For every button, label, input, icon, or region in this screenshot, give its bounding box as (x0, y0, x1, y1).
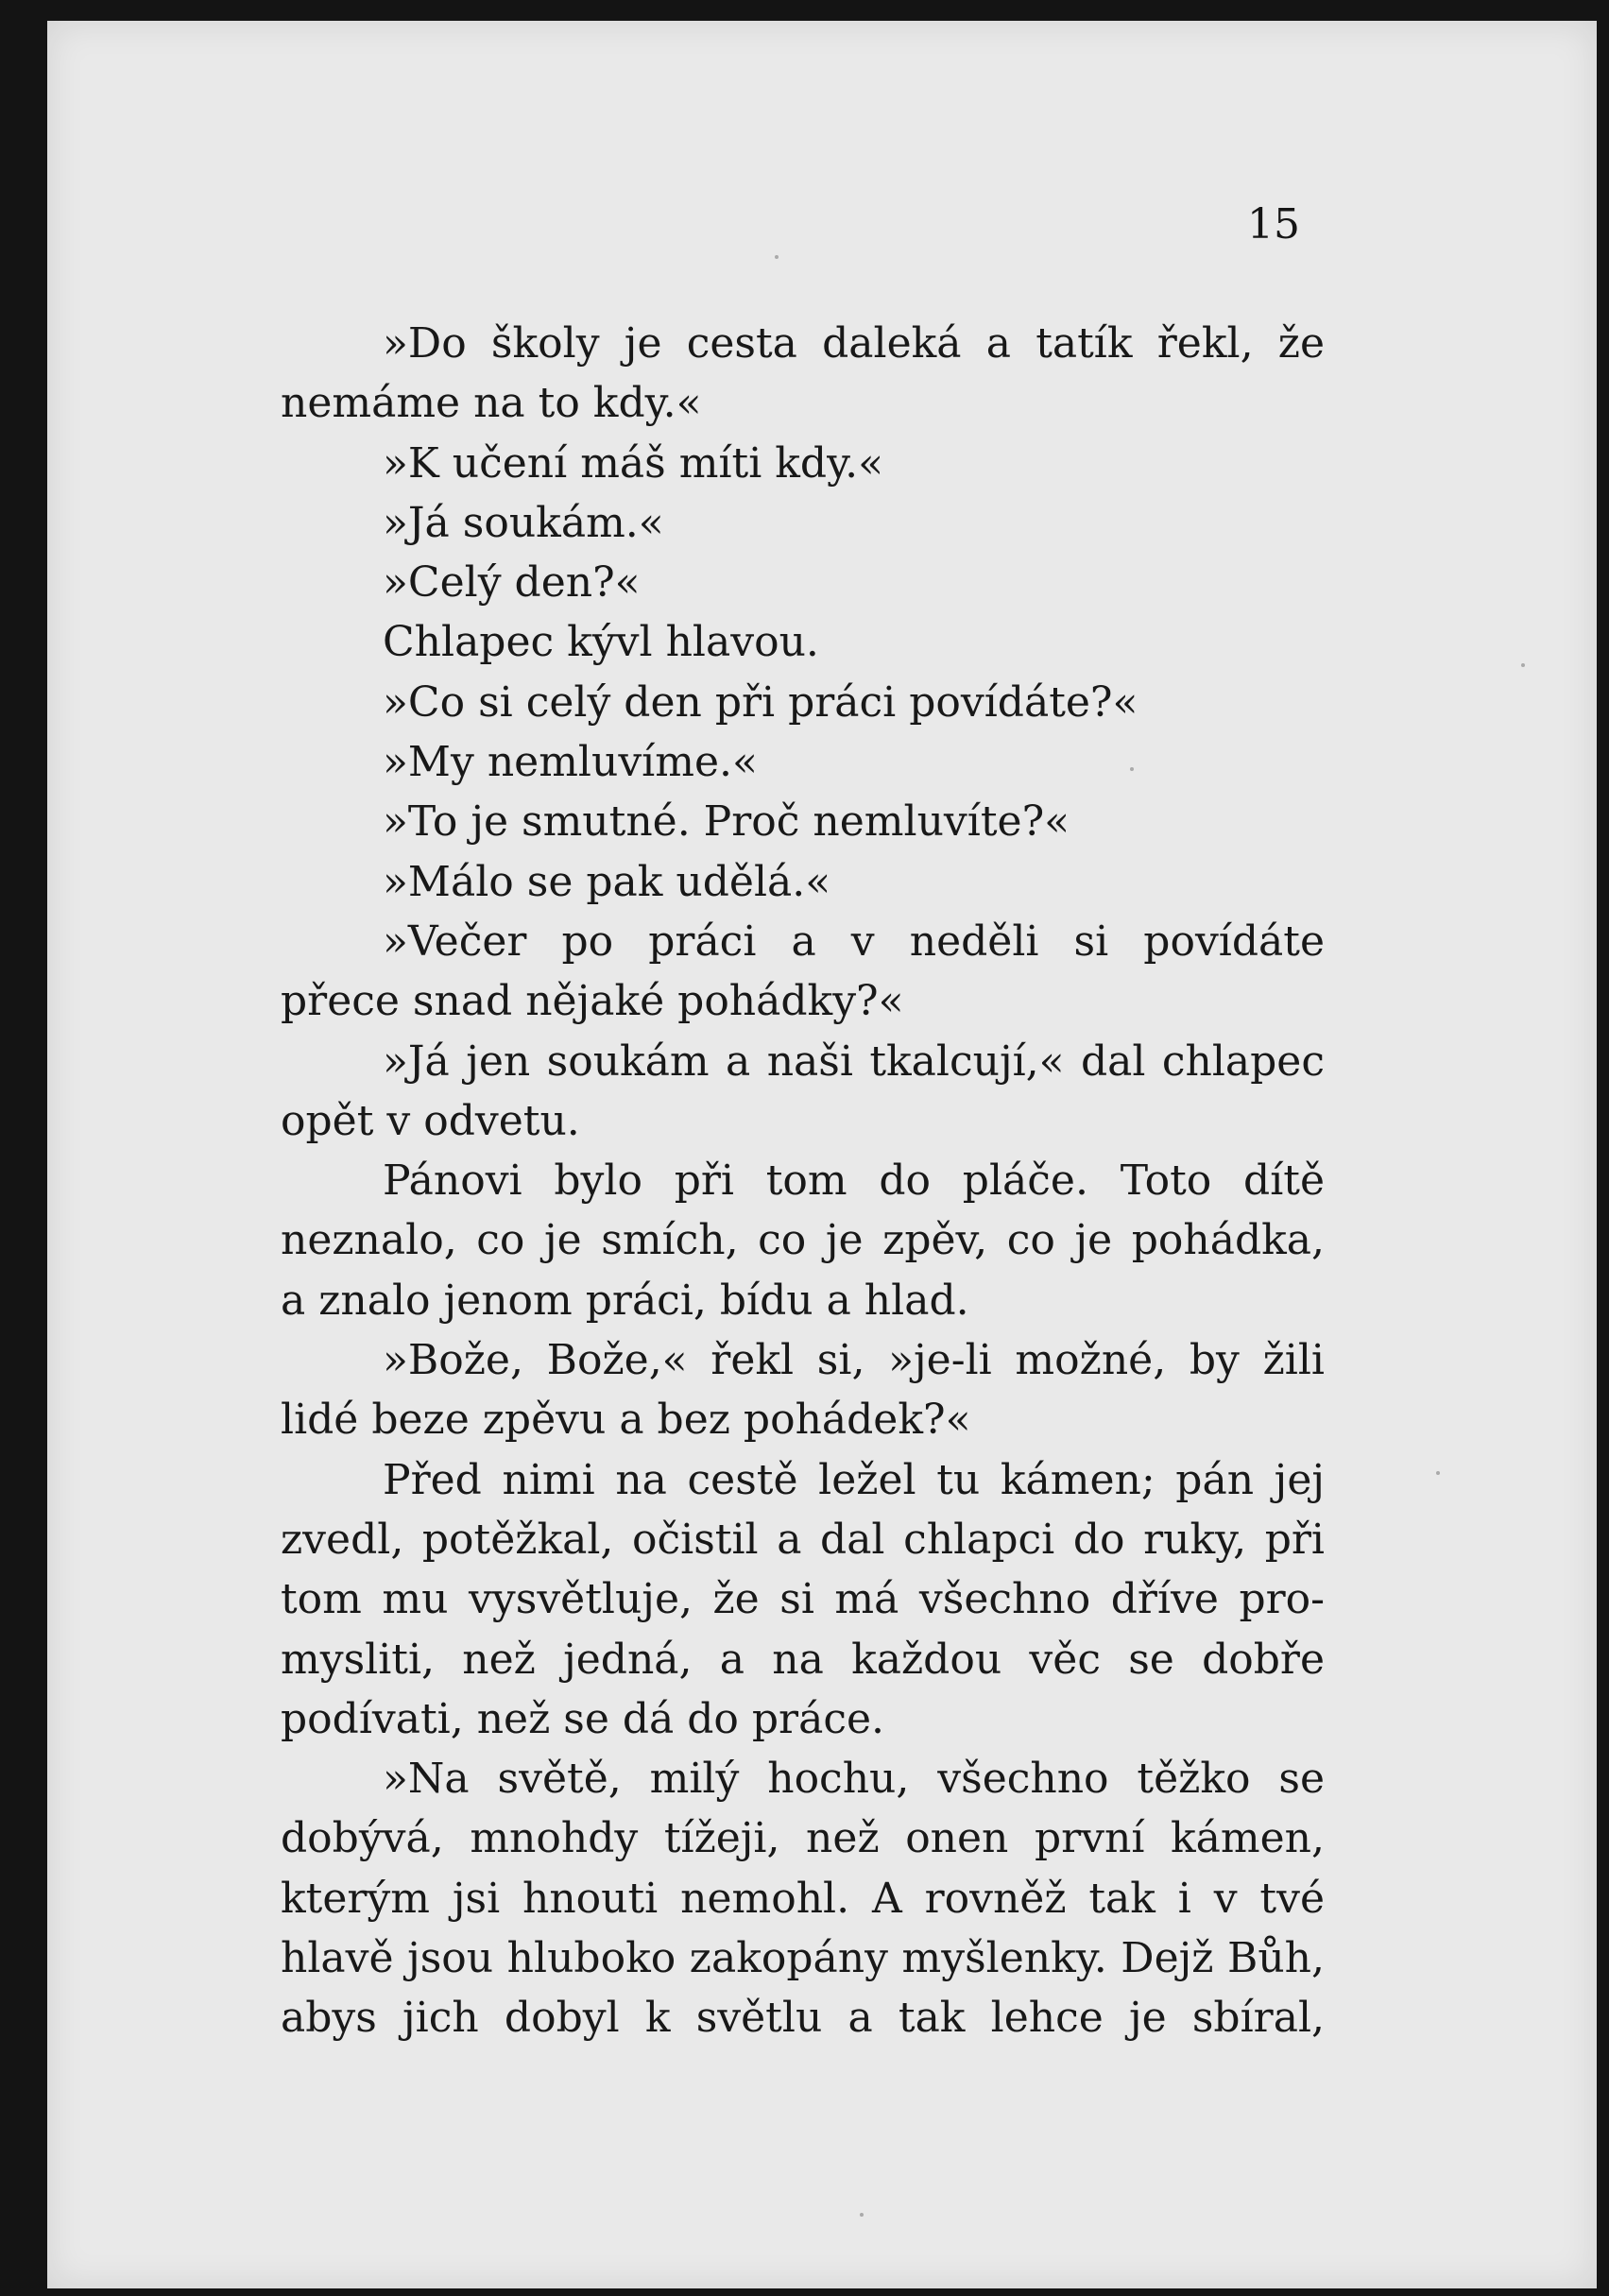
text-line: neznalo, co je smích, co je zpěv, co je pohádka, (281, 1216, 1325, 1265)
text-line: tom mu vysvětluje, že si má všechno dříve pro- (281, 1575, 1325, 1624)
text-line: abys jich dobyl k světlu a tak lehce je sbíral, (281, 1994, 1325, 2043)
paper-speck (1436, 1471, 1440, 1475)
text-line: »To je smutné. Proč nemluvíte?« (383, 797, 1070, 847)
text-line: »K učení máš míti kdy.« (383, 438, 883, 488)
paper-speck (775, 255, 779, 259)
paper-speck (860, 2213, 864, 2217)
text-line: zvedl, potěžkal, očistil a dal chlapci do ruky, při (281, 1515, 1325, 1564)
text-line: »Já jen soukám a naši tkalcují,« dal chlapec (383, 1037, 1325, 1086)
text-line: hlavě jsou hluboko zakopány myšlenky. Dejž Bůh, (281, 1934, 1325, 1983)
body-text (281, 314, 1325, 2048)
page-number: 15 (1247, 200, 1300, 248)
text-line: opět v odvetu. (281, 1096, 580, 1145)
text-line: »Večer po práci a v neděli si povídáte (383, 917, 1325, 966)
text-line: »Já soukám.« (383, 498, 664, 547)
text-line: nemáme na to kdy.« (281, 379, 702, 428)
text-line: »Co si celý den při práci povídáte?« (383, 677, 1138, 727)
text-line: a znalo jenom práci, bídu a hlad. (281, 1276, 969, 1325)
text-line: Chlapec kývl hlavou. (383, 618, 819, 667)
text-line: »Do školy je cesta daleká a tatík řekl, že (383, 319, 1325, 368)
text-line: »Málo se pak udělá.« (383, 857, 831, 906)
text-line: podívati, než se dá do práce. (281, 1694, 884, 1743)
text-line: přece snad nějaké pohádky?« (281, 977, 904, 1026)
text-line: »Celý den?« (383, 558, 641, 608)
text-line: mysliti, než jedná, a na každou věc se dobře (281, 1635, 1325, 1684)
text-line: Před nimi na cestě ležel tu kámen; pán jej (383, 1455, 1325, 1504)
text-line: Pánovi bylo při tom do pláče. Toto dítě (383, 1157, 1325, 1206)
text-line: kterým jsi hnouti nemohl. A rovněž tak i v tvé (281, 1874, 1325, 1923)
text-line: »Bože, Bože,« řekl si, »je-li možné, by žili (383, 1336, 1325, 1385)
paper-speck (1521, 663, 1525, 667)
text-line: »My nemluvíme.« (383, 738, 758, 787)
text-line: dobývá, mnohdy tížeji, než onen první kámen, (281, 1814, 1325, 1863)
text-line: »Na světě, milý hochu, všechno těžko se (383, 1755, 1325, 1804)
text-line: lidé beze zpěvu a bez pohádek?« (281, 1396, 971, 1445)
